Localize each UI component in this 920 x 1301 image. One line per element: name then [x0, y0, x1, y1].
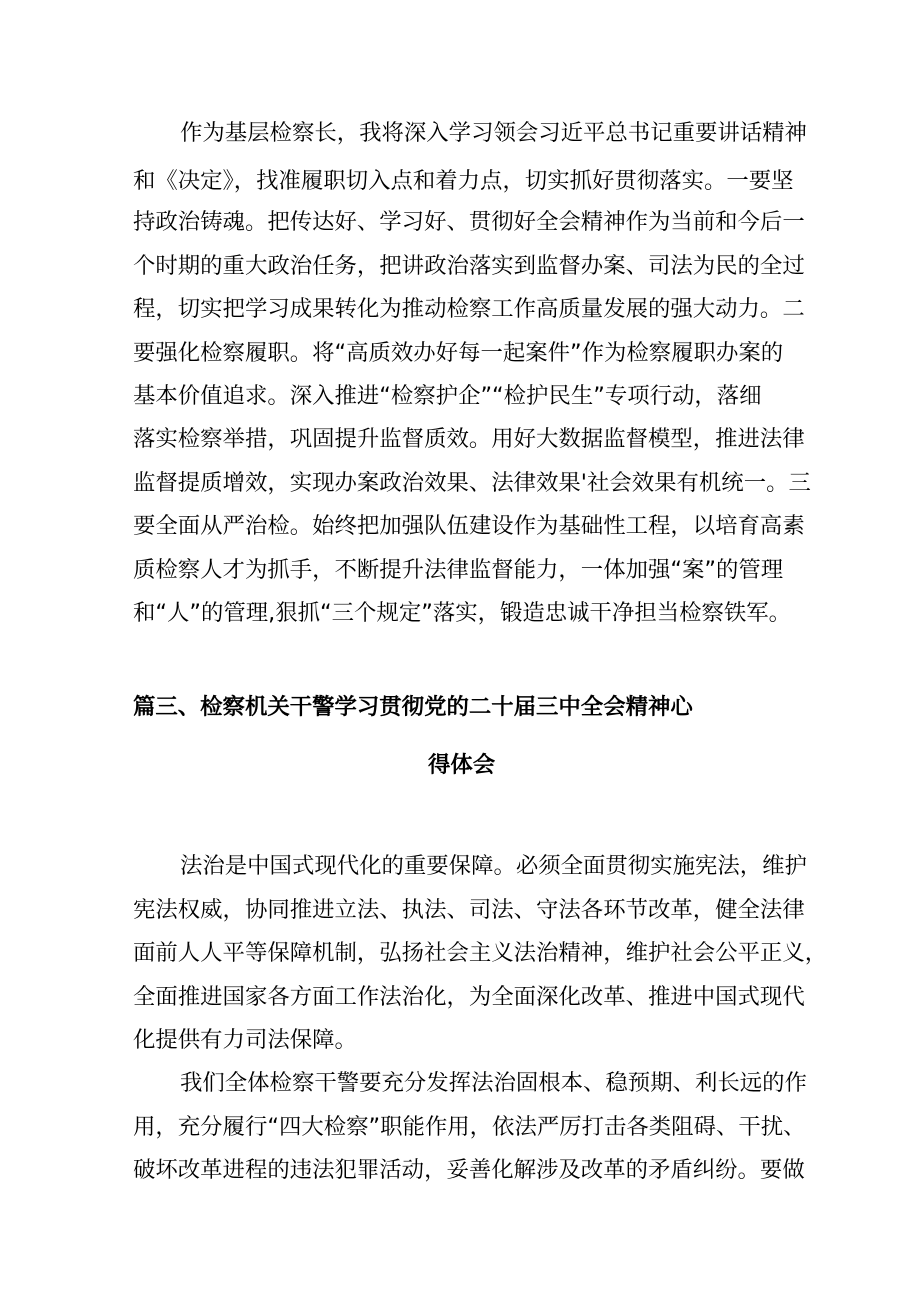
paragraph-1-line-4: 个时期的重大政治任务，把讲政治落实到监督办案、司法为民的全过: [133, 253, 805, 279]
paragraph-1-line-1: 作为基层检察长，我将深入学习领会习近平总书记重要讲话精神: [180, 120, 807, 146]
paragraph-1-line-5: 程，切实把学习成果转化为推动检察工作高质量发展的强大动力。二: [133, 296, 805, 322]
paragraph-1-line-6: 要强化检察履职。将“高质效办好每一起案件”作为检察履职办案的: [133, 340, 784, 366]
section-heading-line-2: 得体会: [428, 752, 496, 778]
paragraph-2-line-2: 宪法权威，协同推进立法、执法、司法、守法各环节改革，健全法律: [133, 897, 805, 923]
paragraph-1-line-9: 监督提质增效，实现办案政治效果、法律效果'社会效果有机统一。三: [133, 470, 811, 496]
paragraph-1-line-8: 落实检察举措，巩固提升监督质效。用好大数据监督模型，推进法律: [133, 426, 805, 452]
paragraph-1-line-10: 要全面从严治检。始终把加强队伍建设作为基础性工程，以培育高素: [133, 513, 805, 539]
paragraph-1-line-7: 基本价值追求。深入推进“检察护企”“检护民生”专项行动，落细: [133, 383, 762, 409]
paragraph-1-line-12: 和“人”的管理,狠抓“三个规定”落实，锻造忠诚干净担当检察铁军。: [133, 600, 792, 626]
paragraph-1-line-3: 持政治铸魂。把传达好、学习好、贯彻好全会精神作为当前和今后一: [133, 209, 805, 235]
paragraph-3-line-1: 我们全体检察干警要充分发挥法治固根本、稳预期、利长远的作: [180, 1070, 807, 1096]
paragraph-3-line-3: 破坏改革进程的违法犯罪活动，妥善化解涉及改革的矛盾纠纷。要做: [133, 1157, 805, 1183]
paragraph-2-line-1: 法治是中国式现代化的重要保障。必须全面贯彻实施宪法，维护: [180, 853, 807, 879]
paragraph-2-line-4: 全面推进国家各方面工作法治化，为全面深化改革、推进中国式现代: [133, 984, 805, 1010]
paragraph-3-line-2: 用，充分履行“四大检察”职能作用，依法严厉打击各类阻碍、干扰、: [133, 1114, 806, 1140]
paragraph-1-line-11: 质检察人才为抓手，不断提升法律监督能力，一体加强“案”的管理: [133, 557, 784, 583]
paragraph-2-line-5: 化提供有力司法保障。: [133, 1027, 357, 1053]
paragraph-1-line-2: 和《决定》，找准履职切入点和着力点，切实抓好贯彻落实。一要坚: [133, 168, 794, 194]
section-heading-line-1: 篇三、检察机关干警学习贯彻党的二十届三中全会精神心: [133, 694, 693, 720]
paragraph-2-line-3: 面前人人平等保障机制，弘扬社会主义法治精神，维护社会公平正义，: [133, 940, 828, 966]
